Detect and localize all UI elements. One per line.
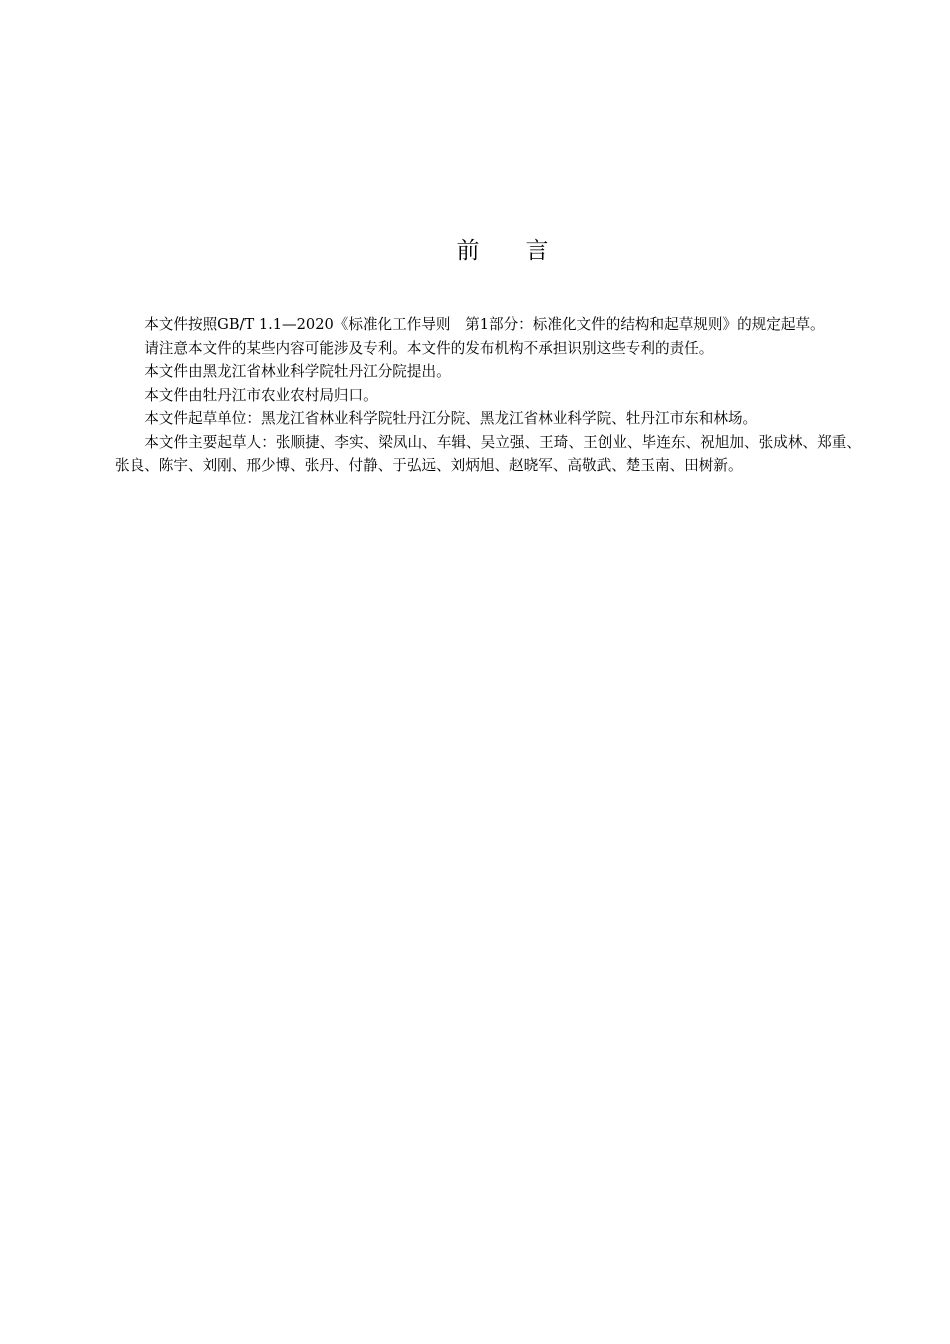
paragraph-centralized-unit: 本文件由牡丹江市农业农村局归口。 bbox=[144, 386, 378, 404]
foreword-body bbox=[115, 313, 861, 478]
paragraph-drafters: 本文件主要起草人：张顺捷、李实、梁凤山、车辑、吴立强、王琦、王创业、毕连东、祝旭加、张成林、郑重、张良、陈宇、刘刚、邢少博、张丹、付静、于弘远、刘炳旭、赵晓军、高敬武、楚玉南、田树新。 bbox=[115, 433, 861, 474]
title-char-2: 言 bbox=[525, 238, 549, 264]
paragraph-drafting-units: 本文件起草单位：黑龙江省林业科学院牡丹江分院、黑龙江省林业科学院、牡丹江市东和林场。 bbox=[144, 410, 758, 427]
title-char-1: 前 bbox=[456, 238, 480, 264]
paragraph-drafting-rules: 本文件按照GB/T 1.1—2020《标准化工作导则 第1部分：标准化文件的结构和起草规则》的规定起草。 bbox=[144, 316, 825, 333]
page-title bbox=[0, 233, 950, 269]
paragraph-patent-notice: 请注意本文件的某些内容可能涉及专利。本文件的发布机构不承担识别这些专利的责任。 bbox=[144, 339, 714, 357]
paragraph-proposer: 本文件由黑龙江省林业科学院牡丹江分院提出。 bbox=[144, 363, 451, 380]
